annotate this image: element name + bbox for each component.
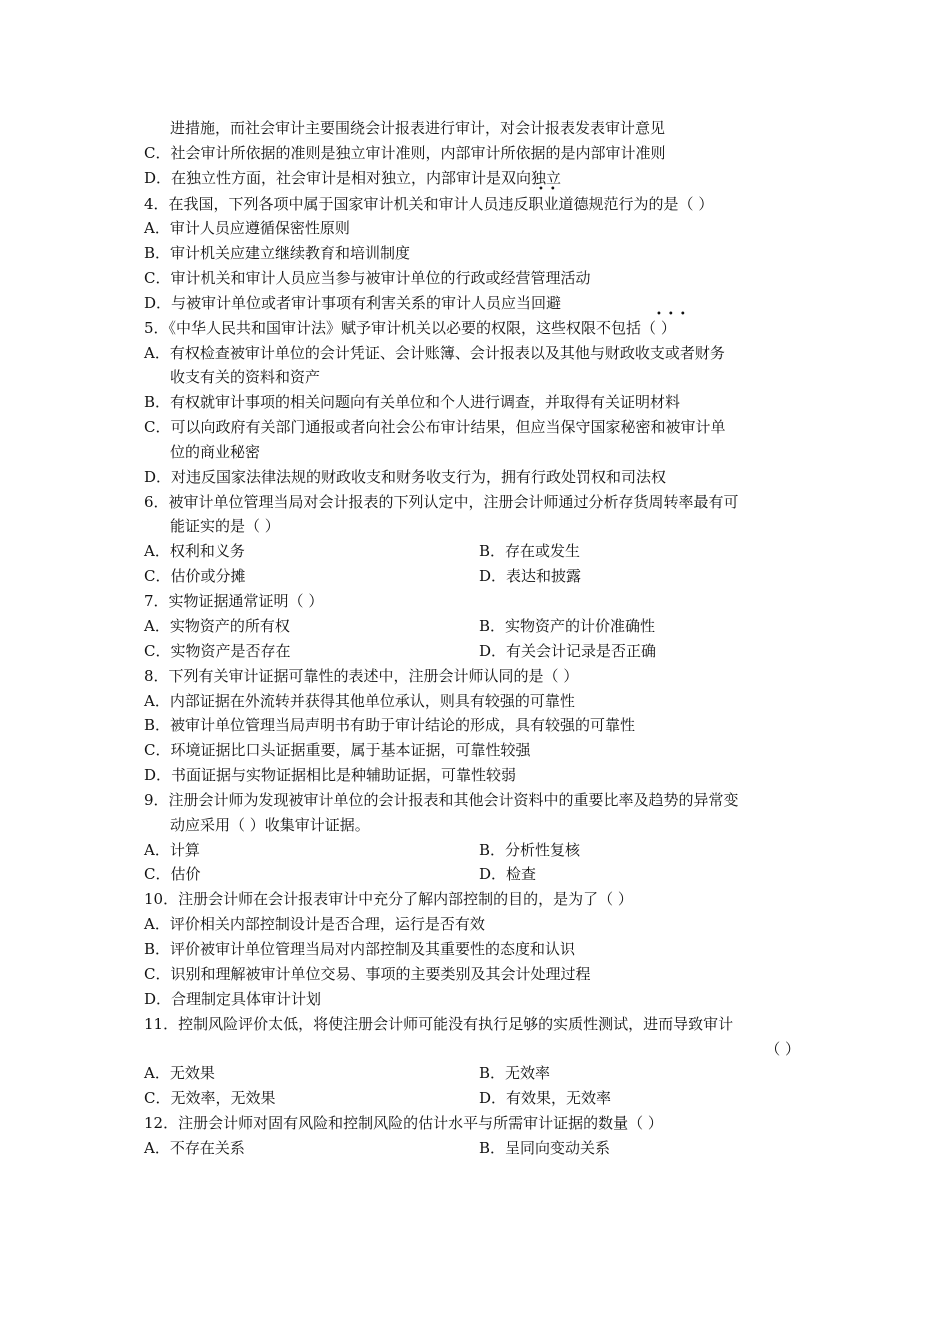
question-12: 12．注册会计师对固有风险和控制风险的估计水平与所需审计证据的数量（ ）	[144, 1114, 663, 1132]
q6-option-a: A．权利和义务	[144, 542, 245, 560]
q6-option-c: C．估价或分摊	[144, 567, 246, 585]
q11-option-a: A．无效果	[144, 1064, 215, 1082]
q9-option-b: B．分析性复核	[479, 841, 581, 859]
q4-option-a: A．审计人员应遵循保密性原则	[144, 219, 350, 237]
question-7: 7．实物证据通常证明（ ）	[144, 592, 324, 610]
q12-option-a: A．不存在关系	[144, 1139, 245, 1157]
q5-option-c-continuation: 位的商业秘密	[170, 443, 261, 461]
question-10: 10．注册会计师在会计报表审计中充分了解内部控制的目的，是为了（ ）	[144, 890, 633, 908]
q10-option-c: C．识别和理解被审计单位交易、事项的主要类别及其会计处理过程	[144, 965, 591, 983]
question-4: 4．在我国，下列各项中属于国家审计机关和审计人员违反职业道德规范行为的是（ ）	[144, 195, 714, 213]
q5-option-d: D．对违反国家法律法规的财政收支和财务收支行为，拥有行政处罚权和司法权	[144, 468, 667, 486]
q7-option-b: B．实物资产的计价准确性	[479, 617, 656, 635]
q3-option-d: D．在独立性方面，社会审计是相对独立，内部审计是双向独立	[144, 169, 562, 187]
question-11-blank: （ ）	[765, 1040, 800, 1058]
question-9: 9．注册会计师为发现被审计单位的会计报表和其他会计资料中的重要比率及趋势的异常变	[144, 791, 739, 809]
q7-option-c: C．实物资产是否存在	[144, 642, 291, 660]
question-11: 11．控制风险评价太低，将使注册会计师可能没有执行足够的实质性测试，进而导致审计	[144, 1015, 734, 1033]
q3-option-b-continuation: 进措施，而社会审计主要围绕会计报表进行审计，对会计报表发表审计意见	[170, 119, 666, 137]
question-6: 6．被审计单位管理当局对会计报表的下列认定中，注册会计师通过分析存货周转率最有可	[144, 493, 739, 511]
q9-option-a: A．计算	[144, 841, 200, 859]
q10-option-b: B．评价被审计单位管理当局对内部控制及其重要性的态度和认识	[144, 940, 576, 958]
emphasis-dots-q5: •••	[656, 309, 692, 320]
question-6-continuation: 能证实的是（ ）	[170, 517, 280, 535]
q5-option-a: A．有权检查被审计单位的会计凭证、会计账簿、会计报表以及其他与财政收支或者财务	[144, 344, 725, 362]
q11-option-c: C．无效率，无效果	[144, 1089, 276, 1107]
emphasis-dots-q4: ••	[538, 184, 562, 195]
q5-option-a-continuation: 收支有关的资料和资产	[170, 368, 321, 386]
q5-option-c: C．可以向政府有关部门通报或者向社会公布审计结果，但应当保守国家秘密和被审计单	[144, 418, 726, 436]
q6-option-d: D．表达和披露	[479, 567, 582, 585]
question-8: 8．下列有关审计证据可靠性的表述中，注册会计师认同的是（ ）	[144, 667, 579, 685]
q10-option-a: A．评价相关内部控制设计是否合理，运行是否有效	[144, 915, 485, 933]
q4-option-c: C．审计机关和审计人员应当参与被审计单位的行政或经营管理活动	[144, 269, 591, 287]
q3-option-c: C．社会审计所依据的准则是独立审计准则，内部审计所依据的是内部审计准则	[144, 144, 666, 162]
q11-option-d: D．有效果，无效率	[479, 1089, 612, 1107]
q10-option-d: D．合理制定具体审计计划	[144, 990, 322, 1008]
q4-option-d: D．与被审计单位或者审计事项有利害关系的审计人员应当回避	[144, 294, 562, 312]
q8-option-b: B．被审计单位管理当局声明书有助于审计结论的形成，具有较强的可靠性	[144, 716, 636, 734]
q9-option-c: C．估价	[144, 865, 201, 883]
q11-option-b: B．无效率	[479, 1064, 551, 1082]
q5-option-b: B．有权就审计事项的相关问题向有关单位和个人进行调查，并取得有关证明材料	[144, 393, 681, 411]
q12-option-b: B．呈同向变动关系	[479, 1139, 611, 1157]
question-9-continuation: 动应采用（ ）收集审计证据。	[170, 816, 370, 834]
q8-option-c: C．环境证据比口头证据重要，属于基本证据，可靠性较强	[144, 741, 531, 759]
q8-option-a: A．内部证据在外流转并获得其他单位承认，则具有较强的可靠性	[144, 692, 575, 710]
q6-option-b: B．存在或发生	[479, 542, 581, 560]
q8-option-d: D．书面证据与实物证据相比是种辅助证据，可靠性较弱	[144, 766, 517, 784]
q7-option-d: D．有关会计记录是否正确	[479, 642, 657, 660]
q7-option-a: A．实物资产的所有权	[144, 617, 290, 635]
q4-option-b: B．审计机关应建立继续教育和培训制度	[144, 244, 411, 262]
q9-option-d: D．检查	[479, 865, 537, 883]
question-5: 5．《中华人民共和国审计法》赋予审计机关以必要的权限，这些权限不包括（ ）	[144, 319, 676, 337]
